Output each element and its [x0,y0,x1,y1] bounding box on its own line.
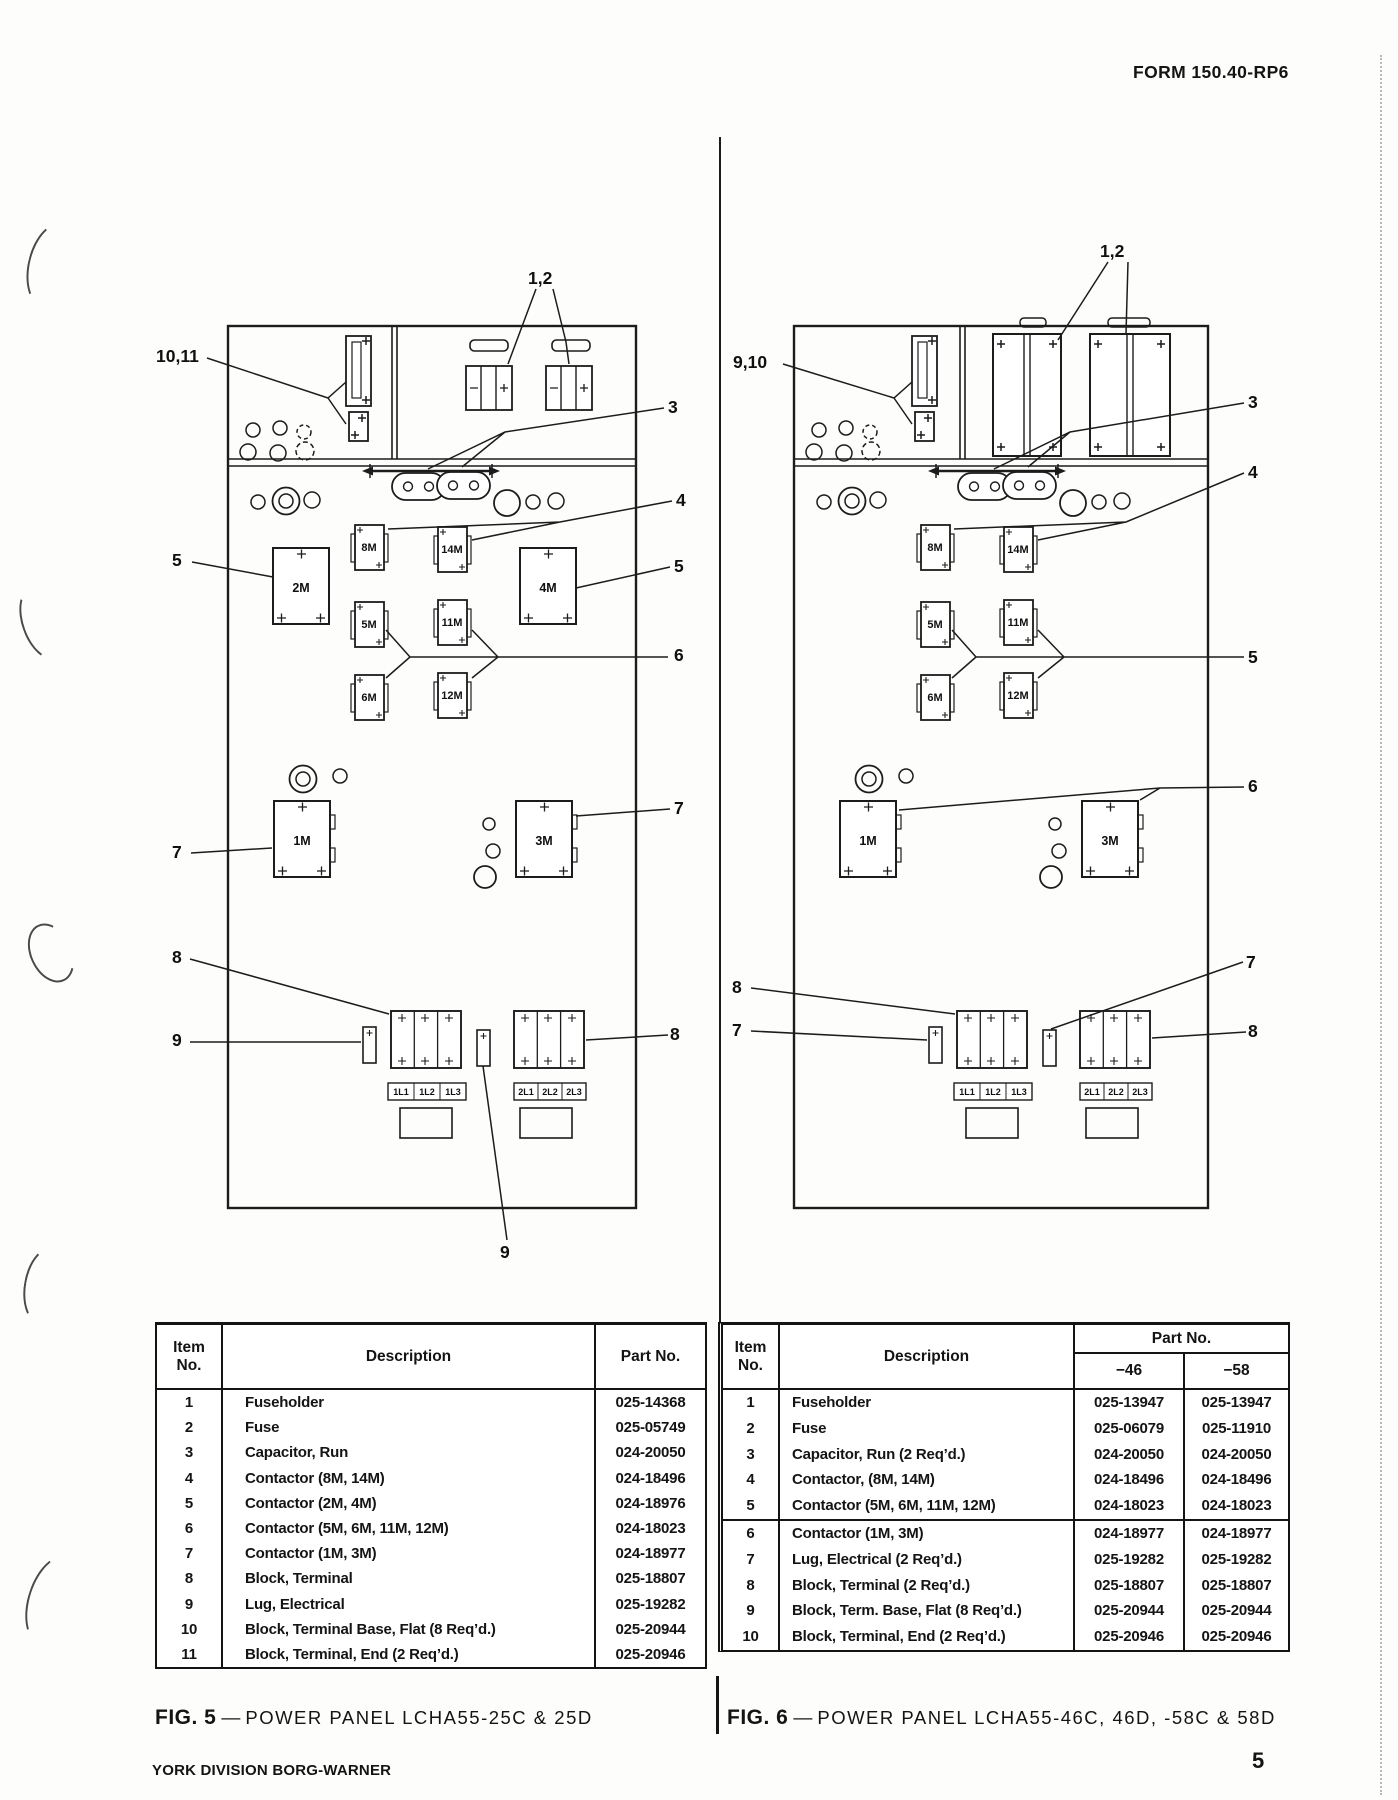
cell-part-58: 024-18496 [1183,1467,1288,1493]
terminal-block-strip [912,336,937,441]
cell-item: 11 [181,1645,197,1663]
col-item-no: Item No. [173,1338,205,1374]
footer-company: YORK DIVISION BORG-WARNER [152,1762,392,1779]
cell-item: 9 [746,1602,755,1620]
cell-part-58: 024-18023 [1183,1493,1288,1519]
table-row [723,1493,1288,1521]
table-row [723,1442,1288,1468]
cell-part: 025-20946 [594,1642,705,1667]
contactor-6m [351,675,388,720]
cell-part-46: 025-18807 [1073,1573,1183,1599]
contactor-2m [273,548,329,624]
contactor-14m [434,527,471,572]
svg-text:12M: 12M [441,690,463,702]
cell-description: Contactor (2M, 4M) [221,1491,594,1516]
cell-item: 4 [746,1471,755,1489]
callout-lug-center: 9 [500,1242,510,1262]
grommet-icon [290,766,317,793]
cell-part: 025-19282 [594,1592,705,1617]
svg-text:2M: 2M [292,581,310,595]
contactor-3m [1082,801,1143,877]
table-row [157,1642,705,1667]
table-row [157,1566,705,1591]
callout-terminal-strip: 9,10 [733,352,768,372]
cell-description: Contactor, (8M, 14M) [778,1467,1073,1493]
terminal-labels-1 [954,1083,1032,1100]
callout-contactor-1m: 7 [172,842,182,862]
svg-text:1M: 1M [293,834,311,848]
svg-text:4M: 4M [539,581,557,595]
cell-description: Block, Terminal Base, Flat (8 Req’d.) [221,1617,594,1642]
cell-item: 4 [184,1469,194,1487]
cell-part: 024-18977 [594,1541,705,1566]
svg-text:3M: 3M [535,834,553,848]
cell-description: Capacitor, Run [221,1440,594,1465]
fig6-caption: FIG. 6 — POWER PANEL LCHA55-46C, 46D, -58C & 58D [727,1706,1276,1729]
fig5-parts-table [155,1322,707,1669]
run-capacitors [958,472,1056,500]
svg-text:1L3: 1L3 [445,1087,461,1097]
fig6-diagram [732,241,1258,1208]
cell-part-58: 024-18977 [1183,1521,1288,1547]
terminal-block-group-2 [1080,1011,1150,1068]
fig5-diagram [156,268,686,1262]
contactor-11m [1000,600,1037,645]
cell-item: 6 [746,1524,755,1542]
cell-item: 7 [746,1550,755,1568]
svg-text:2L1: 2L1 [1084,1087,1100,1097]
callout-lug-left: 9 [172,1030,182,1050]
cell-part-46: 025-13947 [1073,1390,1183,1416]
cell-part-46: 024-18977 [1073,1521,1183,1547]
caption-divider [716,1676,719,1734]
table-row [157,1541,705,1566]
table-header [723,1325,1288,1390]
table-row [723,1416,1288,1442]
fuseholder-fuse-blocks [993,318,1170,456]
cell-item: 1 [746,1394,755,1411]
callout-capacitor: 3 [1248,392,1258,412]
cell-item: 2 [746,1419,755,1437]
cover-plate [400,1108,452,1138]
contactor-8m [917,525,954,570]
grommet-icon [856,766,883,793]
cell-item: 7 [184,1545,194,1563]
svg-text:11M: 11M [441,617,463,629]
table-row [157,1516,705,1541]
contactor-12m [1000,673,1037,718]
cell-part-46: 025-06079 [1073,1416,1183,1442]
col-part-no: Part No. [594,1325,705,1388]
cell-part-46: 024-20050 [1073,1442,1183,1468]
run-capacitors [392,472,490,500]
svg-text:1M: 1M [859,834,877,848]
cell-part-58: 025-11910 [1183,1416,1288,1442]
col-part-no-group: Part No. [1073,1325,1288,1354]
callout-contactors-8m-14m: 4 [1248,462,1258,482]
cell-description: Capacitor, Run (2 Req’d.) [778,1442,1073,1468]
page-number: 5 [1252,1748,1265,1773]
cell-item: 6 [184,1519,194,1537]
cell-part: 025-05749 [594,1415,705,1440]
cell-part: 025-20944 [594,1617,705,1642]
contactor-6m [917,675,954,720]
table-row [157,1491,705,1516]
svg-text:12M: 12M [1007,690,1029,702]
contactor-1m [274,801,335,877]
col-description: Description [778,1325,1073,1388]
lug-left [363,1027,376,1063]
svg-text:8M: 8M [927,542,943,554]
svg-text:2L3: 2L3 [566,1087,582,1097]
table-row [157,1440,705,1465]
lug-center [477,1030,490,1066]
cell-item: 8 [184,1570,194,1588]
cell-part-58: 025-18807 [1183,1573,1288,1599]
callout-contactor-group: 5 [1248,647,1258,667]
svg-text:2L3: 2L3 [1132,1087,1148,1097]
terminal-block-strip [346,336,371,441]
cell-part-46: 025-20944 [1073,1598,1183,1624]
table-row [157,1466,705,1491]
svg-text:1L1: 1L1 [393,1087,409,1097]
cell-description: Contactor (5M, 6M, 11M, 12M) [221,1516,594,1541]
scan-artifact [15,1549,91,1652]
terminal-labels-1 [388,1083,466,1100]
callout-fuse: 1,2 [528,268,553,288]
terminal-block-group-1 [391,1011,461,1068]
callout-contactors-8m-14m: 4 [676,490,686,510]
table-row [157,1390,705,1415]
table-row [723,1467,1288,1493]
cell-part-58: 025-13947 [1183,1390,1288,1416]
table-row [157,1592,705,1617]
cell-description: Fuseholder [221,1390,594,1415]
fig5-caption-title: POWER PANEL LCHA55-25C & 25D [245,1707,593,1728]
cell-description: Block, Term. Base, Flat (8 Req’d.) [778,1598,1073,1624]
svg-text:1L2: 1L2 [985,1087,1001,1097]
svg-text:5M: 5M [927,619,943,631]
cell-description: Lug, Electrical [221,1592,594,1617]
fig5-caption-number: FIG. 5 [155,1706,217,1729]
cell-part: 025-14368 [594,1390,705,1415]
cell-part: 024-18976 [594,1491,705,1516]
svg-text:6M: 6M [927,692,943,704]
cell-item: 10 [180,1620,198,1638]
contactor-5m [917,602,954,647]
table-row [723,1547,1288,1573]
cell-description: Fuse [221,1415,594,1440]
cell-description: Contactor (5M, 6M, 11M, 12M) [778,1493,1073,1519]
cell-part: 024-20050 [594,1440,705,1465]
cell-item: 3 [746,1445,755,1463]
svg-text:1L1: 1L1 [959,1087,975,1097]
cell-item: 5 [746,1497,755,1515]
mounting-holes [240,421,314,461]
cell-item: 3 [184,1444,194,1462]
cell-part-46: 025-19282 [1073,1547,1183,1573]
cell-description: Contactor (1M, 3M) [221,1541,594,1566]
svg-text:11M: 11M [1007,617,1029,629]
terminal-labels-2 [514,1083,586,1100]
grommet-icon [839,488,866,515]
table-row [723,1598,1288,1624]
callout-block-left: 8 [172,947,182,967]
svg-text:1L2: 1L2 [419,1087,435,1097]
terminal-block-group-2 [514,1011,584,1068]
callout-contactor-3m: 7 [674,798,684,818]
table-row [723,1390,1288,1416]
cell-part-58: 024-20050 [1183,1442,1288,1468]
svg-text:14M: 14M [1007,544,1029,556]
callout-contactor-group: 6 [674,645,684,665]
cell-part-46: 025-20946 [1073,1624,1183,1650]
contactor-4m [520,548,576,624]
contactor-5m [351,602,388,647]
lug-center [1043,1030,1056,1066]
cell-description: Lug, Electrical (2 Req’d.) [778,1547,1073,1573]
table-row [723,1521,1288,1547]
cell-part-46: 024-18496 [1073,1467,1183,1493]
contactor-3m [516,801,577,877]
callout-contactors-1m-3m: 6 [1248,776,1258,796]
contactor-1m [840,801,901,877]
table-row [157,1617,705,1642]
cell-part-46: 024-18023 [1073,1493,1183,1519]
form-number: FORM 150.40-RP6 [1133,62,1289,82]
cell-item: 10 [742,1628,759,1646]
cell-item: 1 [184,1394,194,1411]
fig6-parts-table [718,1322,1290,1652]
cell-description: Block, Terminal, End (2 Req’d.) [221,1642,594,1667]
svg-text:2L1: 2L1 [518,1087,534,1097]
lug-left [929,1027,942,1063]
table-row [157,1415,705,1440]
cell-description: Block, Terminal [221,1566,594,1591]
callout-contactor-2m: 5 [172,550,182,570]
callout-lug-left: 7 [732,1020,742,1040]
cover-plate [520,1108,572,1138]
mounting-holes [806,421,880,461]
fig5-caption: FIG. 5 — POWER PANEL LCHA55-25C & 25D [155,1706,593,1729]
svg-text:3M: 3M [1101,834,1119,848]
callout-block-right: 8 [1248,1021,1258,1041]
cover-plate [1086,1108,1138,1138]
svg-text:14M: 14M [441,544,463,556]
col-item-no: Item No. [734,1338,767,1374]
svg-text:5M: 5M [361,619,377,631]
callout-contactor-4m: 5 [674,556,684,576]
cell-part: 025-18807 [594,1566,705,1591]
fig6-caption-number: FIG. 6 [727,1706,789,1729]
svg-text:2L2: 2L2 [542,1087,558,1097]
cell-part: 024-18496 [594,1466,705,1491]
cell-item: 9 [184,1595,194,1613]
cell-description: Block, Terminal, End (2 Req’d.) [778,1624,1073,1650]
cell-description: Fuse [778,1416,1073,1442]
callout-block-left: 8 [732,977,742,997]
cell-description: Block, Terminal (2 Req’d.) [778,1573,1073,1599]
table-row [723,1624,1288,1650]
cell-part: 024-18023 [594,1516,705,1541]
table-header [157,1325,705,1390]
svg-text:6M: 6M [361,692,377,704]
contactor-14m [1000,527,1037,572]
col-description: Description [221,1325,594,1388]
callout-fuse: 1,2 [1100,241,1125,261]
callout-lug-center: 7 [1246,952,1256,972]
cell-part-58: 025-20944 [1183,1598,1288,1624]
svg-text:8M: 8M [361,542,377,554]
svg-text:2L2: 2L2 [1108,1087,1124,1097]
cell-item: 5 [184,1494,194,1512]
table-row [723,1573,1288,1599]
fuseholder-fuse-blocks [466,340,592,410]
cell-part-58: 025-20946 [1183,1624,1288,1650]
power-panel-diagrams [0,120,1398,1330]
cell-item: 2 [184,1419,194,1437]
contactor-12m [434,673,471,718]
svg-text:1L3: 1L3 [1011,1087,1027,1097]
contactor-11m [434,600,471,645]
terminal-labels-2 [1080,1083,1152,1100]
terminal-block-group-1 [957,1011,1027,1068]
contactor-8m [351,525,388,570]
col-part-46: −46 [1073,1354,1183,1388]
grommet-icon [273,488,300,515]
cell-description: Fuseholder [778,1390,1073,1416]
cell-description: Contactor (1M, 3M) [778,1521,1073,1547]
cover-plate [966,1108,1018,1138]
callout-capacitor: 3 [668,397,678,417]
col-part-58: −58 [1183,1354,1288,1388]
cell-description: Contactor (8M, 14M) [221,1466,594,1491]
callout-terminal-strip: 10,11 [156,346,199,366]
cell-part-58: 025-19282 [1183,1547,1288,1573]
cell-item: 8 [746,1576,755,1594]
fig6-caption-title: POWER PANEL LCHA55-46C, 46D, -58C & 58D [817,1707,1276,1728]
callout-block-right: 8 [670,1024,680,1044]
